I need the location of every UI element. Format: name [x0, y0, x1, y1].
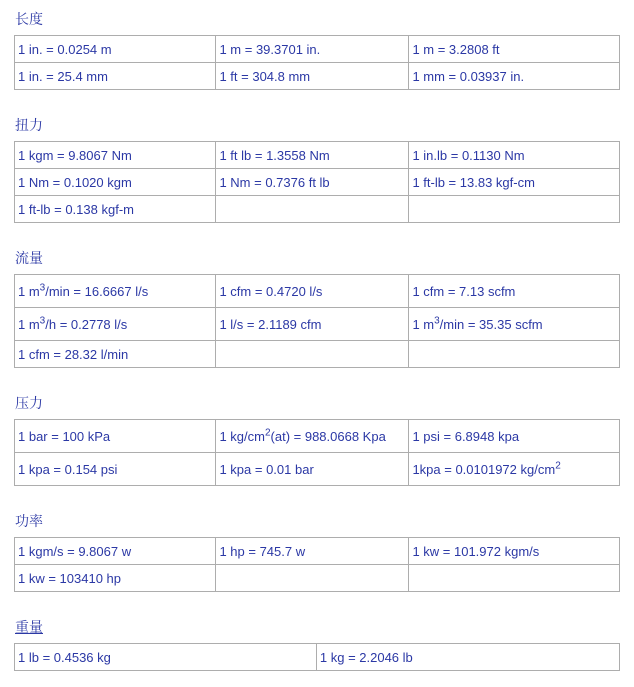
- conversion-cell: 1 m = 39.3701 in.: [216, 36, 409, 63]
- conversion-table-flow: [14, 274, 620, 368]
- conversion-cell: [216, 341, 409, 368]
- conversion-cell: 1 kg = 2.2046 lb: [316, 644, 619, 671]
- table-row: [15, 308, 620, 341]
- section-title-power: 功率: [15, 513, 43, 529]
- conversion-cell: [409, 341, 620, 368]
- table-row: [15, 565, 620, 592]
- conversion-cell: 1 ft = 304.8 mm: [216, 63, 409, 90]
- conversion-cell: 1 in.lb = 0.1130 Nm: [409, 142, 620, 169]
- conversion-cell: 1 Nm = 0.1020 kgm: [15, 169, 216, 196]
- conversion-cell: [216, 196, 409, 223]
- section-flow: [14, 223, 620, 368]
- conversion-cell: 1 kpa = 0.154 psi: [15, 453, 216, 486]
- table-row: [15, 169, 620, 196]
- conversion-cell: 1 cfm = 0.4720 l/s: [216, 275, 409, 308]
- section-weight: [14, 592, 620, 671]
- conversion-cell: 1 $kg/cm^2(at) = 988.0668$ Kpa: [216, 420, 409, 453]
- conversion-cell: [216, 565, 409, 592]
- table-row: [15, 420, 620, 453]
- conversion-cell: 1kpa = 0.0101972 $kg/cm^2$: [409, 453, 620, 486]
- table-row: [15, 63, 620, 90]
- conversion-cell: 1 ft-lb = 0.138 kgf-m: [15, 196, 216, 223]
- conversion-cell: 1 cfm = 28.32 l/min: [15, 341, 216, 368]
- conversion-cell: 1 ft lb = 1.3558 Nm: [216, 142, 409, 169]
- conversion-cell: 1 $m^3/h = 0.2778$ l/s: [15, 308, 216, 341]
- conversion-cell: 1 kw = 103410 hp: [15, 565, 216, 592]
- conversion-cell: 1 Nm = 0.7376 ft lb: [216, 169, 409, 196]
- conversion-cell: 1 ft-lb = 13.83 kgf-cm: [409, 169, 620, 196]
- conversion-table-length: [14, 35, 620, 90]
- table-row: [15, 196, 620, 223]
- conversion-cell: 1 hp = 745.7 w: [216, 538, 409, 565]
- section-title-row: [14, 592, 620, 643]
- table-row: [15, 453, 620, 486]
- conversion-cell: 1 $m^3/\min = 35.35$ scfm: [409, 308, 620, 341]
- conversion-cell: 1 cfm = 7.13 scfm: [409, 275, 620, 308]
- conversion-cell: 1 kgm = 9.8067 Nm: [15, 142, 216, 169]
- conversion-cell: 1 $m^3/\min = 16.6667$ l/s: [15, 275, 216, 308]
- conversion-cell: 1 bar = 100 kPa: [15, 420, 216, 453]
- table-row: [15, 142, 620, 169]
- section-title-row: [14, 368, 620, 419]
- section-title-torque: 扭力: [15, 117, 43, 133]
- conversion-table-torque: [14, 141, 620, 223]
- section-title-row: [14, 10, 620, 35]
- conversion-cell: [409, 196, 620, 223]
- section-pressure: [14, 368, 620, 486]
- conversion-cell: [409, 565, 620, 592]
- table-row: [15, 275, 620, 308]
- conversion-table-weight: [14, 643, 620, 671]
- conversion-cell: 1 l/s = 2.1189 cfm: [216, 308, 409, 341]
- conversion-cell: 1 in. = 25.4 mm: [15, 63, 216, 90]
- section-length: [14, 10, 620, 90]
- section-power: [14, 486, 620, 592]
- section-torque: [14, 90, 620, 223]
- table-row: [15, 341, 620, 368]
- section-title-row: [14, 486, 620, 537]
- conversion-cell: 1 kpa = 0.01 bar: [216, 453, 409, 486]
- section-title-weight-link[interactable]: 重量: [15, 619, 43, 635]
- conversion-cell: 1 lb = 0.4536 kg: [15, 644, 317, 671]
- conversion-table-pressure: [14, 419, 620, 486]
- conversion-table-power: [14, 537, 620, 592]
- conversion-cell: 1 mm = 0.03937 in.: [409, 63, 620, 90]
- conversion-tables-page: [14, 10, 620, 671]
- table-row: [15, 538, 620, 565]
- conversion-cell: 1 in. = 0.0254 m: [15, 36, 216, 63]
- table-row: [15, 36, 620, 63]
- section-title-row: [14, 223, 620, 274]
- section-title-pressure: 压力: [15, 395, 43, 411]
- conversion-cell: 1 m = 3.2808 ft: [409, 36, 620, 63]
- section-title-flow: 流量: [15, 250, 43, 266]
- section-title-length: 长度: [15, 11, 43, 27]
- conversion-cell: 1 psi = 6.8948 kpa: [409, 420, 620, 453]
- section-title-row: [14, 90, 620, 141]
- conversion-cell: 1 kgm/s = 9.8067 w: [15, 538, 216, 565]
- conversion-cell: 1 kw = 101.972 kgm/s: [409, 538, 620, 565]
- table-row: [15, 644, 620, 671]
